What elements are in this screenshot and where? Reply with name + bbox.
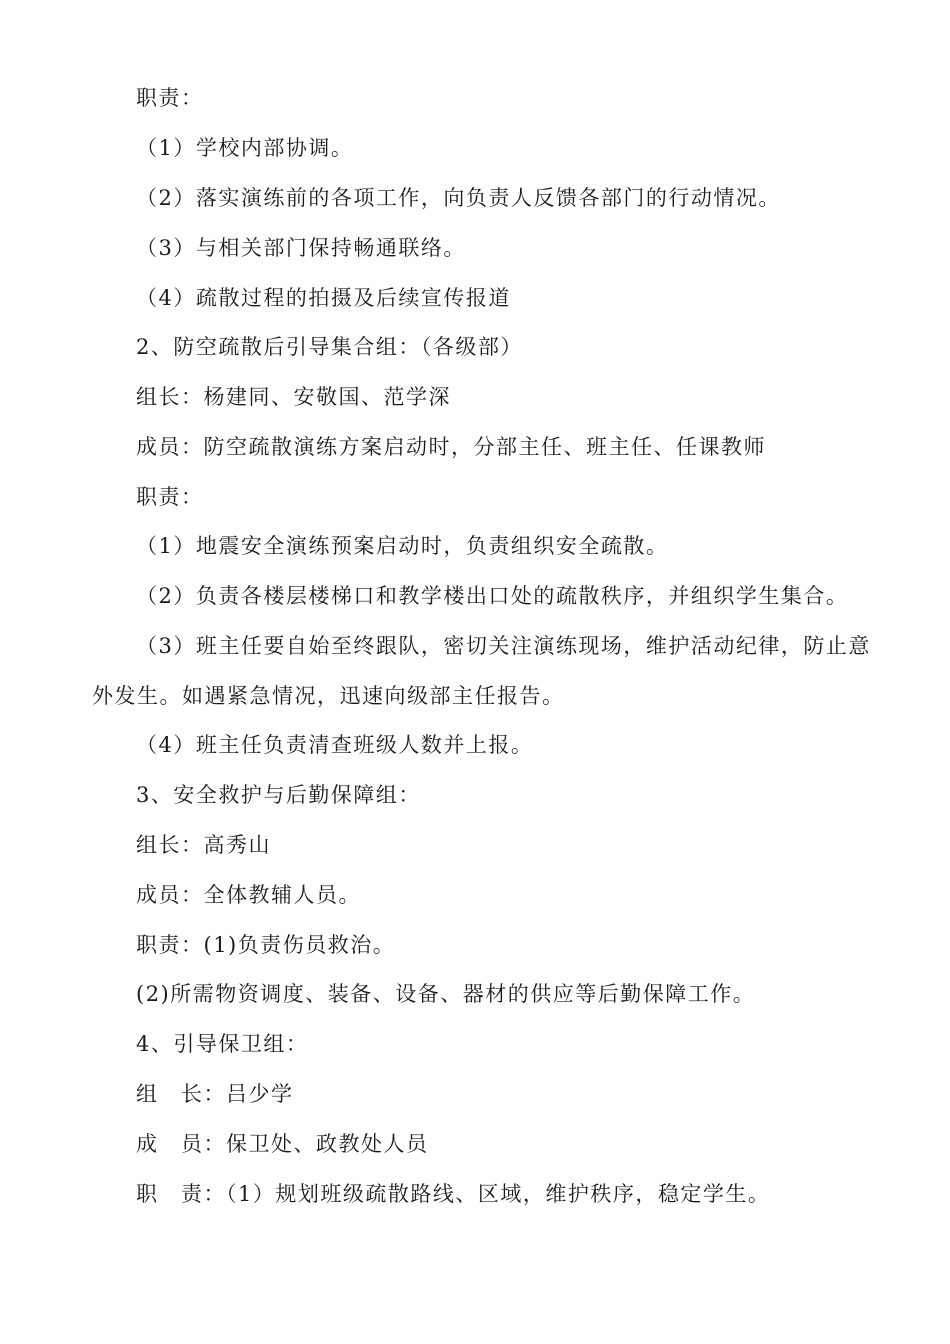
paragraph-duty-2-4: （4）班主任负责清查班级人数并上报。	[136, 733, 534, 757]
paragraph-duty-2-2: （2）负责各楼层楼梯口和教学楼出口处的疏散秩序，并组织学生集合。	[136, 584, 849, 608]
paragraph-duty-1-2: （2）落实演练前的各项工作，向负责人反馈各部门的行动情况。	[136, 186, 781, 210]
paragraph-duty-1-4: （4）疏散过程的拍摄及后续宣传报道	[136, 286, 511, 310]
paragraph-duties-heading-2: 职责：	[136, 485, 204, 509]
section-heading-2: 2、防空疏散后引导集合组：（各级部）	[136, 335, 523, 359]
paragraph-duty-2-3: （3）班主任要自始至终跟队，密切关注演练现场，维护活动纪律，防止意	[136, 634, 871, 658]
section-heading-3: 3、安全救护与后勤保障组：	[136, 783, 421, 807]
paragraph-duties-heading-1: 职责：	[136, 86, 204, 110]
paragraph-duty-3-1: 职责：(1)负责伤员救治。	[136, 933, 396, 957]
paragraph-duty-4-1: 职 责：（1）规划班级疏散路线、区域，维护秩序，稳定学生。	[136, 1182, 771, 1206]
paragraph-members-2: 成员：防空疏散演练方案启动时，分部主任、班主任、任课教师	[136, 435, 766, 459]
paragraph-duty-1-1: （1）学校内部协调。	[136, 136, 354, 160]
paragraph-group-leader-3: 组长：高秀山	[136, 833, 271, 857]
section-heading-4: 4、引导保卫组：	[136, 1032, 309, 1056]
paragraph-members-3: 成员：全体教辅人员。	[136, 883, 361, 907]
paragraph-duty-2-1: （1）地震安全演练预案启动时，负责组织安全疏散。	[136, 534, 669, 558]
paragraph-group-leader-2: 组长：杨建同、安敬国、范学深	[136, 385, 451, 409]
paragraph-duty-1-3: （3）与相关部门保持畅通联络。	[136, 236, 466, 260]
paragraph-members-4: 成 员：保卫处、政教处人员	[136, 1132, 429, 1156]
paragraph-group-leader-4: 组 长：吕少学	[136, 1082, 294, 1106]
paragraph-duty-2-3-continued: 外发生。如遇紧急情况，迅速向级部主任报告。	[92, 684, 565, 708]
paragraph-duty-3-2: (2)所需物资调度、装备、设备、器材的供应等后勤保障工作。	[136, 982, 756, 1006]
